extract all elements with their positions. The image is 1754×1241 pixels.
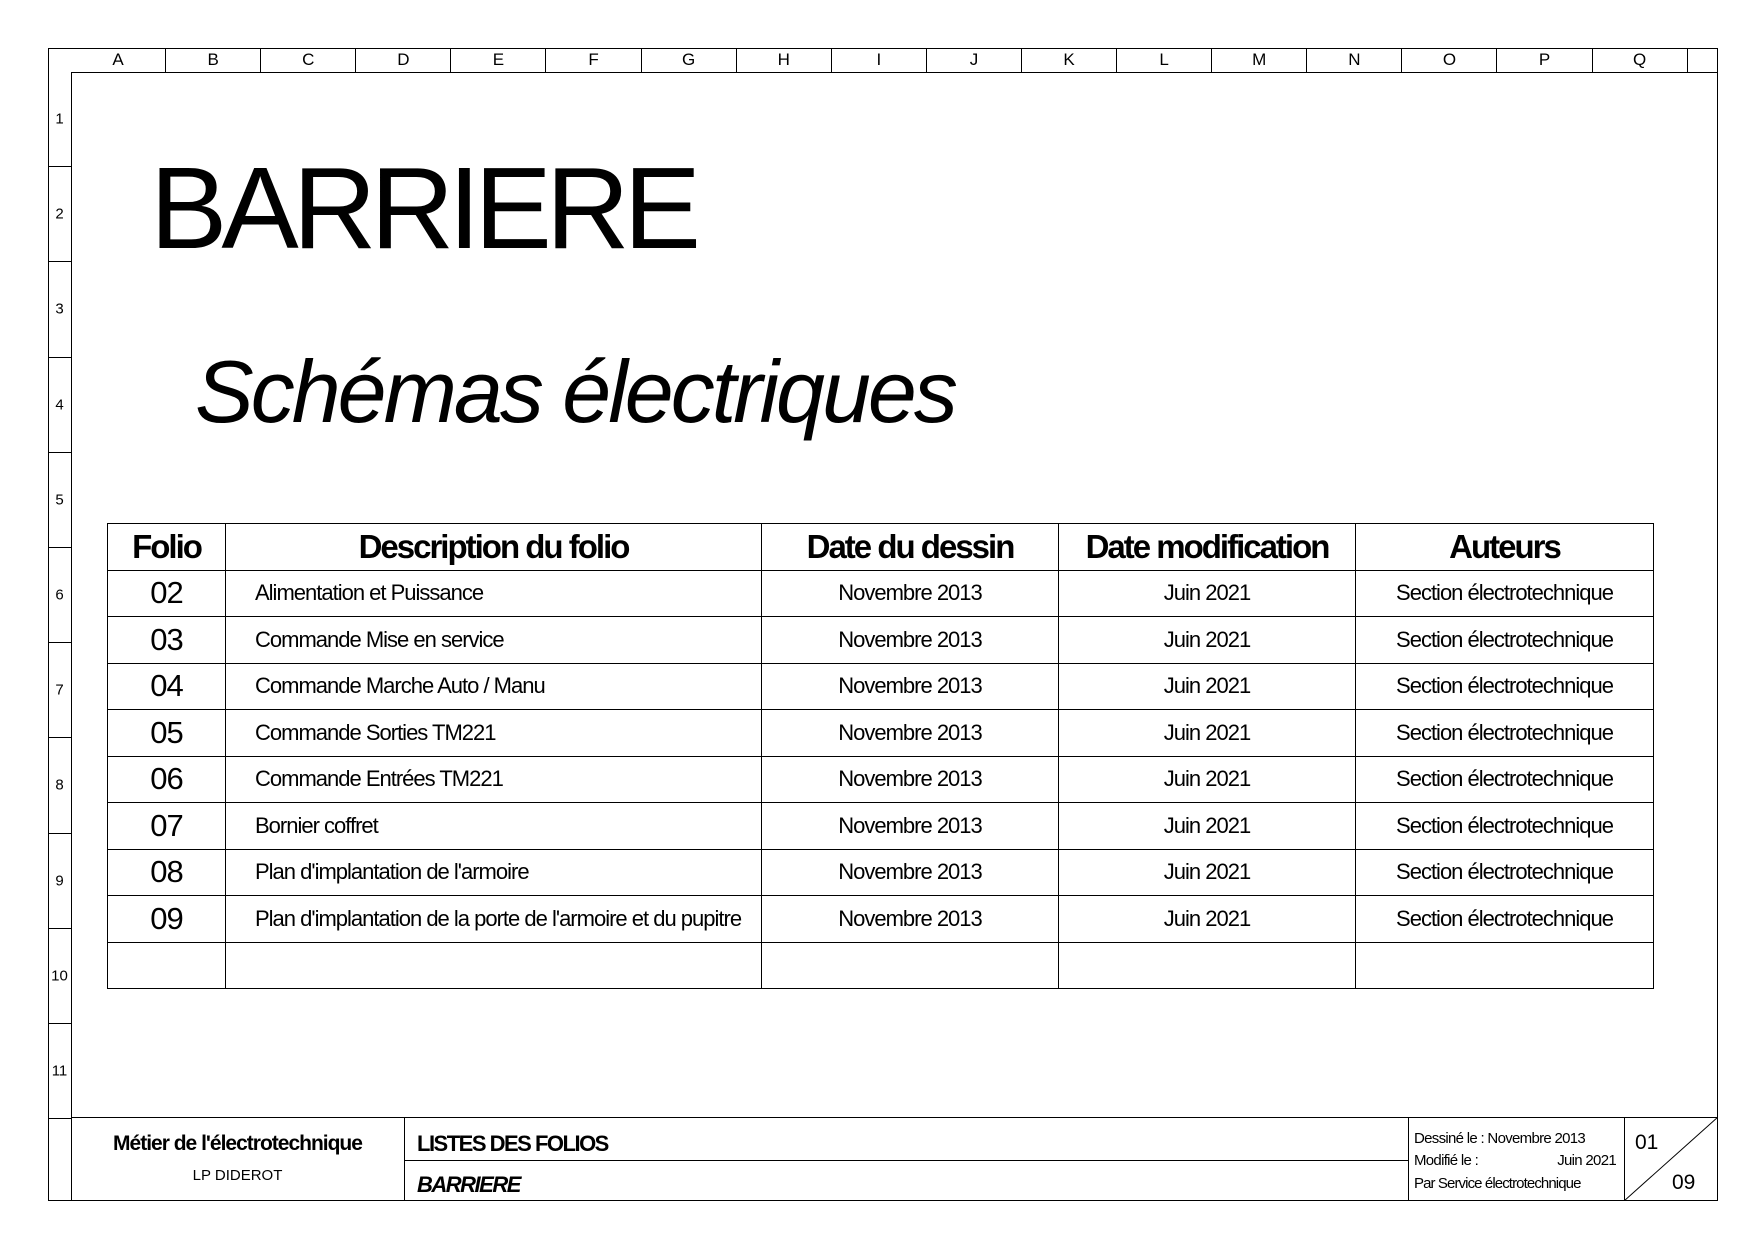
cartouche-total-folios: 09 (1672, 1171, 1696, 1194)
date-modification: Juin 2021 (1059, 756, 1356, 803)
folio-description: Commande Sorties TM221 (226, 710, 762, 757)
table-row (108, 617, 1654, 664)
date-modification: Juin 2021 (1059, 617, 1356, 664)
column-header-b: B (166, 48, 261, 72)
table-row (108, 570, 1654, 617)
cartouche-metier: Métier de l'électrotechnique (113, 1132, 362, 1155)
cartouche-modifie-label: Modifié le : (1414, 1152, 1479, 1169)
page-subtitle: Schémas électriques (195, 342, 955, 441)
folio-description: Alimentation et Puissance (226, 570, 762, 617)
date-modification: Juin 2021 (1059, 570, 1356, 617)
date-modification: Juin 2021 (1059, 896, 1356, 943)
table-row (108, 896, 1654, 943)
table-row (108, 663, 1654, 710)
header-auteurs: Auteurs (1356, 524, 1654, 571)
row-header-label: 8 (55, 776, 64, 794)
column-header-e: E (451, 48, 546, 72)
folio-number: 02 (108, 570, 226, 617)
row-header-label: 1 (55, 110, 64, 128)
row-header-label: 3 (55, 300, 64, 318)
date-dessin: Novembre 2013 (762, 570, 1059, 617)
cartouche-par: Par Service électrotechnique (1414, 1175, 1581, 1192)
row-header-label: 10 (51, 967, 68, 985)
folio-table (107, 523, 1654, 989)
row-header-1 (48, 72, 71, 167)
folio-number: 04 (108, 663, 226, 710)
row-header-6 (48, 548, 71, 643)
folio-description: Plan d'implantation de la porte de l'armoire et du pupitre (226, 896, 762, 943)
column-header-j: J (927, 48, 1022, 72)
row-header-label: 6 (55, 586, 64, 604)
folio-number: 09 (108, 896, 226, 943)
cartouche-modifie-date: Juin 2021 (1557, 1152, 1616, 1169)
date-modification (1059, 942, 1356, 989)
cartouche-divider-2 (404, 1160, 1408, 1161)
column-header-d: D (356, 48, 451, 72)
auteurs: Section électrotechnique (1356, 617, 1654, 664)
column-header-p: P (1498, 48, 1593, 72)
folio-description: Plan d'implantation de l'armoire (226, 849, 762, 896)
folio-description: Commande Entrées TM221 (226, 756, 762, 803)
row-header-label: 11 (51, 1062, 68, 1080)
row-header-5 (48, 453, 71, 548)
folio-diagonal (1624, 1117, 1718, 1201)
folio-description: Commande Marche Auto / Manu (226, 663, 762, 710)
folio-number: 03 (108, 617, 226, 664)
column-header-i: I (832, 48, 927, 72)
folio-description: Bornier coffret (226, 803, 762, 850)
row-header-11 (48, 1024, 71, 1119)
date-dessin: Novembre 2013 (762, 849, 1059, 896)
column-header-q: Q (1593, 48, 1688, 72)
table-row (108, 710, 1654, 757)
folio-description (226, 942, 762, 989)
column-header-l: L (1117, 48, 1212, 72)
cartouche-project: BARRIERE (417, 1172, 520, 1197)
folio-number: 07 (108, 803, 226, 850)
table-header-row (108, 524, 1654, 571)
cartouche-dessine-le: Dessiné le : Novembre 2013 (1414, 1130, 1586, 1147)
folio-number: 08 (108, 849, 226, 896)
date-modification: Juin 2021 (1059, 803, 1356, 850)
column-header-f: F (547, 48, 642, 72)
header-date-dessin: Date du dessin (762, 524, 1059, 571)
column-header-o: O (1402, 48, 1497, 72)
table-row (108, 849, 1654, 896)
cartouche-folio-number: 01 (1635, 1131, 1659, 1154)
auteurs: Section électrotechnique (1356, 849, 1654, 896)
date-dessin (762, 942, 1059, 989)
date-modification: Juin 2021 (1059, 849, 1356, 896)
table-row (108, 942, 1654, 989)
row-header-7 (48, 643, 71, 738)
rowheader-divider (71, 72, 72, 1201)
table-row (108, 756, 1654, 803)
column-header-m: M (1212, 48, 1307, 72)
header-divider (71, 72, 1718, 73)
column-header-n: N (1307, 48, 1402, 72)
row-header-3 (48, 262, 71, 357)
date-dessin: Novembre 2013 (762, 896, 1059, 943)
row-header-label: 7 (55, 681, 64, 699)
row-header-label: 2 (55, 205, 64, 223)
column-header-g: G (642, 48, 737, 72)
row-header-10 (48, 929, 71, 1024)
auteurs: Section électrotechnique (1356, 570, 1654, 617)
date-dessin: Novembre 2013 (762, 803, 1059, 850)
folio-number (108, 942, 226, 989)
date-dessin: Novembre 2013 (762, 617, 1059, 664)
column-header-h: H (737, 48, 832, 72)
folio-description: Commande Mise en service (226, 617, 762, 664)
row-header-label: 9 (55, 872, 64, 890)
date-dessin: Novembre 2013 (762, 663, 1059, 710)
column-header-c: C (261, 48, 356, 72)
row-header-9 (48, 834, 71, 929)
header-folio: Folio (108, 524, 226, 571)
auteurs: Section électrotechnique (1356, 663, 1654, 710)
column-header-k: K (1022, 48, 1117, 72)
auteurs: Section électrotechnique (1356, 710, 1654, 757)
row-header-label: 5 (55, 491, 64, 509)
column-header-a: A (71, 48, 166, 72)
date-modification: Juin 2021 (1059, 663, 1356, 710)
header-description: Description du folio (226, 524, 762, 571)
page-title: BARRIERE (150, 143, 696, 273)
date-dessin: Novembre 2013 (762, 710, 1059, 757)
row-header-4 (48, 358, 71, 453)
folio-number: 06 (108, 756, 226, 803)
row-header-2 (48, 167, 71, 262)
cartouche-doc-title: LISTES DES FOLIOS (417, 1131, 608, 1156)
auteurs: Section électrotechnique (1356, 756, 1654, 803)
auteurs (1356, 942, 1654, 989)
date-dessin: Novembre 2013 (762, 756, 1059, 803)
row-header-label: 4 (55, 396, 64, 414)
row-header-8 (48, 738, 71, 833)
table-row (108, 803, 1654, 850)
cartouche-divider-3 (1408, 1117, 1409, 1201)
cartouche-divider-1 (404, 1117, 405, 1201)
date-modification: Juin 2021 (1059, 710, 1356, 757)
folio-number: 05 (108, 710, 226, 757)
cartouche-etablissement: LP DIDEROT (192, 1167, 283, 1184)
header-date-modification: Date modification (1059, 524, 1356, 571)
auteurs: Section électrotechnique (1356, 896, 1654, 943)
auteurs: Section électrotechnique (1356, 803, 1654, 850)
